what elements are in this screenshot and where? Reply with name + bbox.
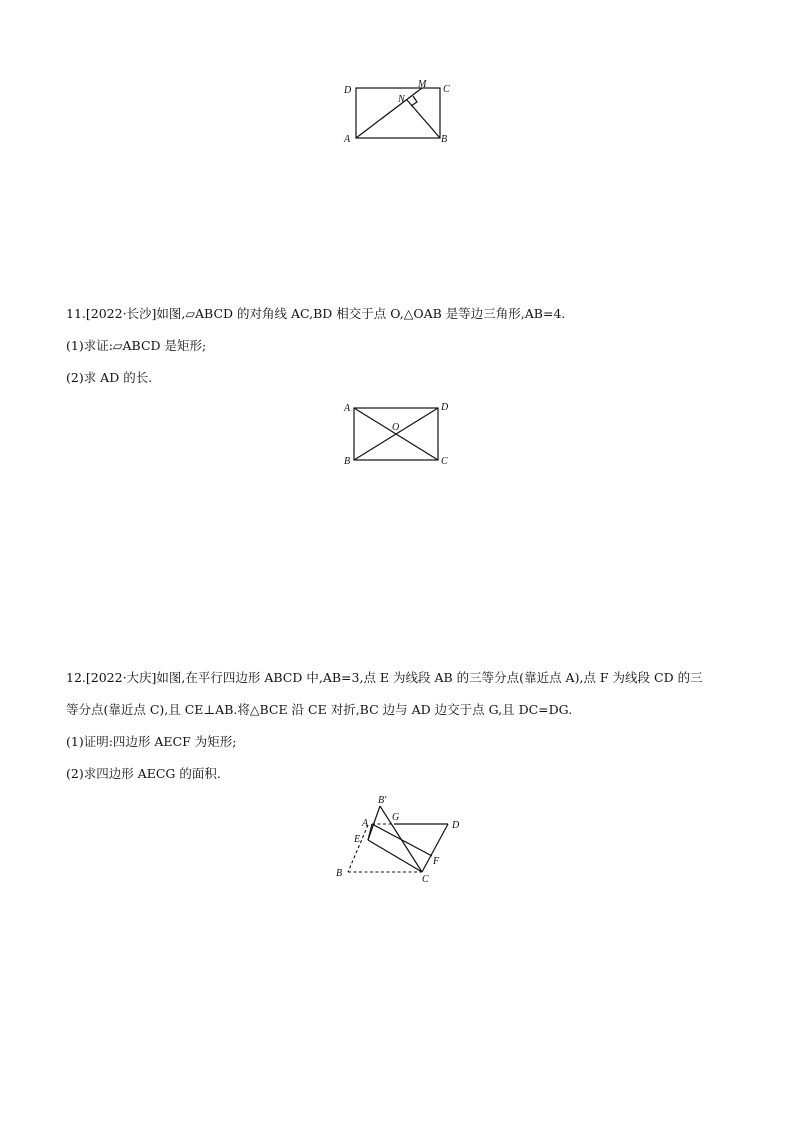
q11-part1: (1)求证:▱ABCD 是矩形; xyxy=(66,338,207,353)
label-f: F xyxy=(433,856,440,867)
figure-rectangle-amn xyxy=(340,76,460,148)
label-o: O xyxy=(392,422,400,433)
label-c: C xyxy=(422,874,429,885)
label-d: D xyxy=(344,85,352,96)
q12-stem-line2: 等分点(靠近点 C),且 CE⊥AB.将△BCE 沿 CE 对折,BC 边与 AD 边交于点 G,且 DC=DG. xyxy=(66,702,573,717)
segment-ba-dashed xyxy=(348,825,368,872)
label-c: C xyxy=(441,456,448,467)
label-n: N xyxy=(398,94,405,105)
label-d: D xyxy=(452,820,460,831)
q11-stem: 11.[2022·长沙]如图,▱ABCD 的对角线 AC,BD 相交于点 O,△OAB 是等边三角形,AB=4. xyxy=(66,306,566,321)
right-angle-mark xyxy=(411,96,417,106)
label-g: G xyxy=(392,812,400,823)
segment-af xyxy=(372,824,432,856)
label-b: B xyxy=(441,134,448,145)
label-d: D xyxy=(441,402,449,413)
q12-stem-line1: 12.[2022·大庆]如图,在平行四边形 ABCD 中,AB=3,点 E 为线段 AB 的三等分点(靠近点 A),点 F 为线段 CD 的三 xyxy=(66,670,703,685)
figure-parallelogram-fold xyxy=(332,794,468,886)
label-b-prime: B′ xyxy=(378,795,387,806)
label-a: A xyxy=(344,403,351,414)
label-m: M xyxy=(418,79,427,90)
q11-part2: (2)求 AD 的长. xyxy=(66,370,153,385)
segment-am xyxy=(356,88,422,138)
q12-part2: (2)求四边形 AECG 的面积. xyxy=(66,766,221,781)
q12-part1: (1)证明:四边形 AECF 为矩形; xyxy=(66,734,237,749)
label-a: A xyxy=(362,818,369,829)
label-c: C xyxy=(443,84,450,95)
label-b: B xyxy=(336,868,343,879)
segment-ec xyxy=(368,840,422,872)
label-b: B xyxy=(344,456,351,467)
label-e: E xyxy=(354,834,361,845)
figure-rectangle-diagonals xyxy=(340,398,460,470)
label-a: A xyxy=(344,134,351,145)
